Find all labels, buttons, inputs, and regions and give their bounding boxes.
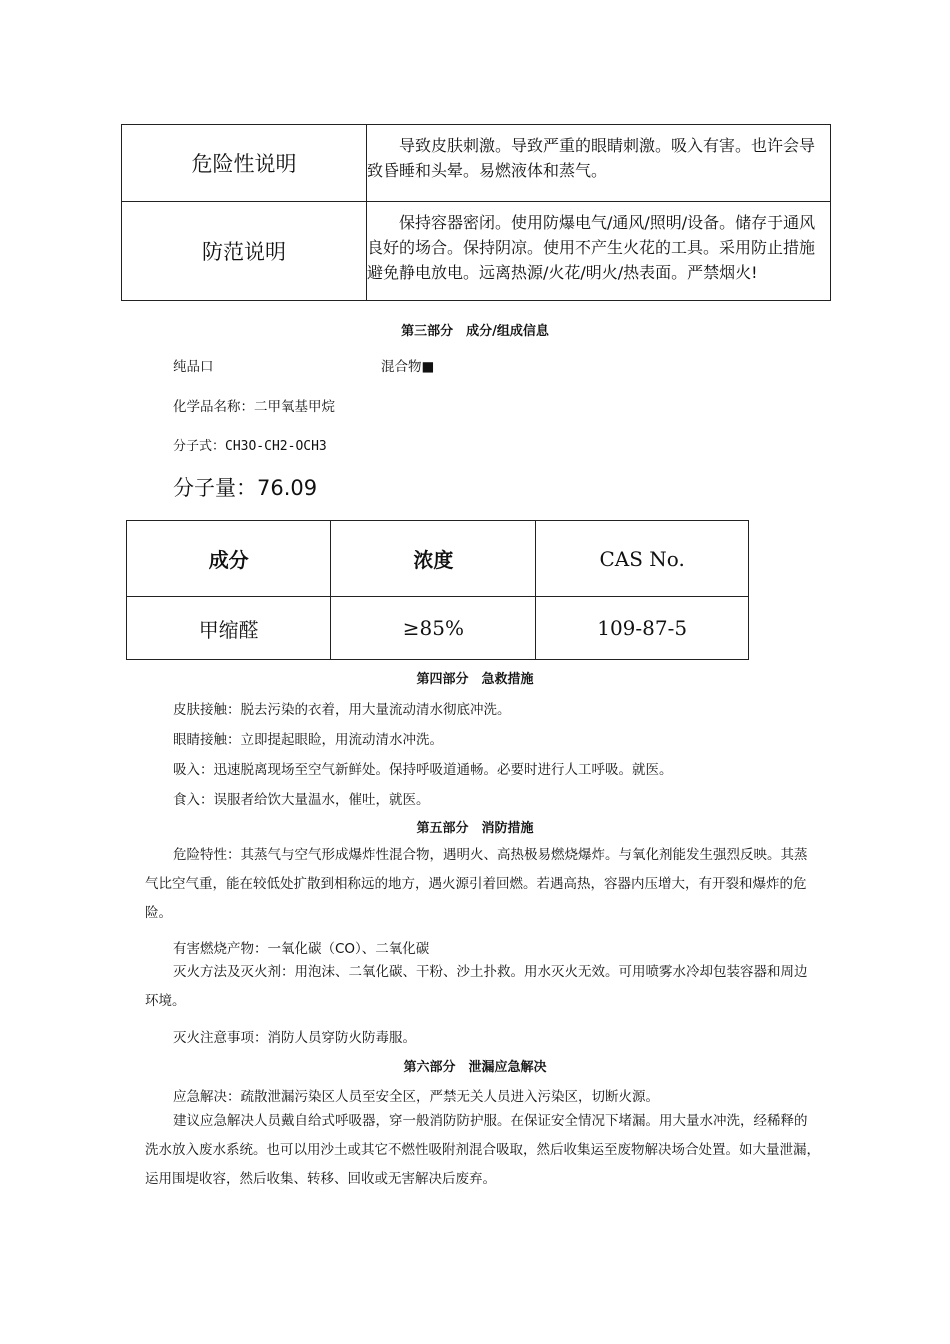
pure-option: 纯品口 [173, 359, 214, 375]
first-aid-eyes: 眼睛接触：立即提起眼睑，用流动清水冲洗。 [173, 732, 443, 748]
hazard-statement-content: 导致皮肤刺激。导致严重的眼睛刺激。吸入有害。也许会导致昏睡和头晕。易燃液体和蒸气。 [367, 125, 831, 202]
molecular-formula: 分子式：CH3O-CH2-OCH3 [173, 439, 327, 454]
table-cell: ≥85% [331, 597, 536, 660]
table-row [122, 202, 831, 301]
precaution-statement-label: 防范说明 [122, 202, 367, 301]
emergency-response: 应急解决：疏散泄漏污染区人员至安全区，严禁无关人员进入污染区，切断火源。 [173, 1089, 659, 1105]
table-row [127, 597, 749, 660]
mixture-option: 混合物■ [381, 359, 435, 375]
molecular-weight: 分子量：76.09 [173, 476, 318, 500]
section5-heading: 第五部分 消防措施 [416, 821, 534, 836]
table-cell: 109-87-5 [536, 597, 749, 660]
first-aid-skin: 皮肤接触：脱去污染的衣着，用大量流动清水彻底冲洗。 [173, 702, 511, 718]
column-header: 成分 [127, 521, 331, 597]
section6-heading: 第六部分 泄漏应急解决 [403, 1060, 547, 1075]
chemical-name: 化学品名称：二甲氧基甲烷 [173, 399, 335, 415]
combustion-products: 有害燃烧产物：一氧化碳（CO）、二氧化碳 [173, 941, 430, 957]
firefighting-notes: 灭火注意事项：消防人员穿防火防毒服。 [173, 1030, 416, 1046]
composition-table [126, 520, 749, 660]
section3-heading: 第三部分 成分/组成信息 [401, 324, 549, 339]
hazard-statement-label: 危险性说明 [122, 125, 367, 202]
hazard-table [121, 124, 831, 301]
first-aid-ingestion: 食入：误服者给饮大量温水，催吐，就医。 [173, 792, 430, 808]
table-header-row [127, 521, 749, 597]
column-header: 浓度 [331, 521, 536, 597]
table-cell: 甲缩醛 [127, 597, 331, 660]
first-aid-inhalation: 吸入：迅速脱离现场至空气新鲜处。保持呼吸道通畅。必要时进行人工呼吸。就医。 [173, 762, 673, 778]
fire-hazard-paragraph: 危险特性：其蒸气与空气形成爆炸性混合物，遇明火、高热极易燃烧爆炸。与氧化剂能发生强烈反映。其蒸气比空气重，能在较低处扩散到相称远的地方，遇火源引着回燃。若遇高热，容器内压增大，有开裂和爆炸的危险。 [145, 847, 808, 921]
table-row [122, 125, 831, 202]
section4-heading: 第四部分 急救措施 [416, 672, 534, 687]
extinguishing-method-paragraph: 灭火方法及灭火剂：用泡沫、二氧化碳、干粉、沙土扑救。用水灭火无效。可用喷雾水冷却包装容器和周边环境。 [145, 964, 808, 1009]
leak-handling-paragraph: 建议应急解决人员戴自给式呼吸器，穿一般消防防护服。在保证安全情况下堵漏。用大量水冲洗，经稀释的洗水放入废水系统。也可以用沙土或其它不燃性吸附剂混合吸取，然后收集运至废物解决场合处置。如大量泄漏，运用围堤收容，然后收集、转移、回收或无害解决后废弃。 [145, 1113, 820, 1187]
precaution-statement-content: 保持容器密闭。使用防爆电气/通风/照明/设备。储存于通风良好的场合。保持阴凉。使用不产生火花的工具。采用防止措施避免静电放电。远离热源/火花/明火/热表面。严禁烟火! [367, 202, 831, 301]
column-header: CAS No. [536, 521, 749, 597]
